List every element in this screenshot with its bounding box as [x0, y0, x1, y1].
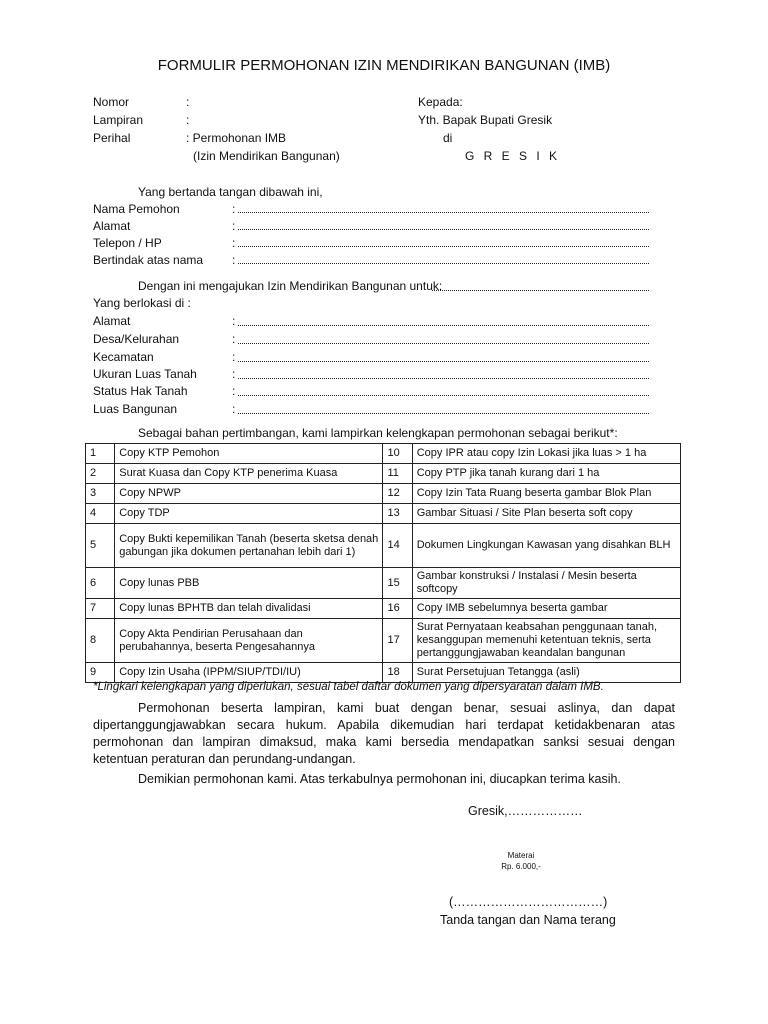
attachment-number[interactable]: 2 [86, 464, 115, 484]
attachment-number[interactable]: 7 [86, 599, 115, 619]
attachment-item[interactable]: Copy IPR atau copy Izin Lokasi jika luas > 1 ha [412, 444, 680, 464]
table-row [86, 504, 681, 524]
attachment-number[interactable]: 15 [383, 568, 412, 599]
field-colon: : [232, 202, 236, 216]
statement-text: Permohonan beserta lampiran, kami buat dengan benar, sesuai aslinya, dan dapat dipertanggungjawabkan secara hukum. Apabila dikemudian hari terdapat ketidakbenaran atas permohonan dan lampiran dimaksud, maka kami bersedia mendapatkan sanksi sesuai dengan ketentuan peraturan dan perundang-undangan. [93, 701, 675, 766]
attachment-number[interactable]: 5 [86, 524, 115, 568]
field-line-alamat[interactable] [238, 229, 649, 230]
field-label: Alamat [93, 219, 131, 233]
attachment-number[interactable]: 4 [86, 504, 115, 524]
attachment-number[interactable]: 8 [86, 619, 115, 663]
field-line-luas-tanah[interactable] [238, 378, 649, 379]
table-row [86, 599, 681, 619]
signature-line[interactable]: (………………………………) [449, 895, 608, 909]
lampiran-colon: : [186, 113, 190, 127]
field-line-telepon[interactable] [238, 246, 649, 247]
attachment-number[interactable]: 1 [86, 444, 115, 464]
attachment-item[interactable]: Copy Akta Pendirian Perusahaan dan perubahannya, beserta Pengesahannya [115, 619, 383, 663]
field-colon: : [232, 219, 236, 233]
attachment-item[interactable]: Surat Persetujuan Tetangga (asli) [412, 663, 680, 683]
field-line-status-hak[interactable] [238, 395, 649, 396]
field-label: Ukuran Luas Tanah [93, 367, 197, 381]
attachment-number[interactable]: 14 [383, 524, 412, 568]
applicant-intro: Yang bertanda tangan dibawah ini, [138, 185, 323, 199]
field-line-luas-bangunan[interactable] [238, 413, 649, 414]
table-row [86, 524, 681, 568]
stamp-label: Materai [507, 851, 535, 860]
perihal-sub: (Izin Mendirikan Bangunan) [193, 149, 340, 163]
field-colon: : [232, 402, 236, 416]
recipient-di: di [443, 131, 453, 145]
kepada-label: Kepada: [418, 95, 463, 109]
field-label: Luas Bangunan [93, 402, 178, 416]
field-line-bertindak[interactable] [238, 263, 649, 264]
attachment-number[interactable]: 6 [86, 568, 115, 599]
attachment-item[interactable]: Copy PTP jika tanah kurang dari 1 ha [412, 464, 680, 484]
field-colon: : [232, 384, 236, 398]
attachment-item[interactable]: Copy Bukti kepemilikan Tanah (beserta sketsa denah gabungan jika dokumen pertanahan lebih dari 1) [115, 524, 383, 568]
table-row [86, 464, 681, 484]
attachment-number[interactable]: 18 [383, 663, 412, 683]
perihal-value: : Permohonan IMB [186, 131, 287, 145]
field-line-desa[interactable] [238, 343, 649, 344]
attachment-number[interactable]: 12 [383, 484, 412, 504]
attachment-item[interactable]: Copy TDP [115, 504, 383, 524]
attachment-item[interactable]: Copy Izin Usaha (IPPM/SIUP/TDI/IU) [115, 663, 383, 683]
field-label: Telepon / HP [93, 236, 162, 250]
field-colon: : [232, 236, 236, 250]
field-label: Kecamatan [93, 350, 154, 364]
attachment-item[interactable]: Copy KTP Pemohon [115, 444, 383, 464]
field-colon: : [232, 314, 236, 328]
table-row [86, 619, 681, 663]
field-line-nama[interactable] [238, 212, 649, 213]
attachment-item[interactable]: Copy lunas PBB [115, 568, 383, 599]
attachment-number[interactable]: 10 [383, 444, 412, 464]
attachment-item[interactable]: Surat Kuasa dan Copy KTP penerima Kuasa [115, 464, 383, 484]
attachment-item[interactable]: Copy IMB sebelumnya beserta gambar [412, 599, 680, 619]
attachment-item[interactable]: Copy NPWP [115, 484, 383, 504]
table-row [86, 568, 681, 599]
place-date: Gresik,……………… [468, 804, 583, 818]
recipient: Yth. Bapak Bupati Gresik [418, 113, 553, 127]
attachment-item[interactable]: Copy lunas BPHTB dan telah divalidasi [115, 599, 383, 619]
attachment-number[interactable]: 17 [383, 619, 412, 663]
attachment-number[interactable]: 3 [86, 484, 115, 504]
field-label: Nama Pemohon [93, 202, 180, 216]
nomor-label: Nomor [93, 95, 130, 109]
attachment-number[interactable]: 16 [383, 599, 412, 619]
nomor-colon: : [186, 95, 190, 109]
attachments-intro: Sebagai bahan pertimbangan, kami lampirkan kelengkapan permohonan sebagai berikut*: [138, 426, 618, 440]
form-title: FORMULIR PERMOHONAN IZIN MENDIRIKAN BANGUNAN (IMB) [157, 57, 611, 74]
signature-caption: Tanda tangan dan Nama terang [440, 913, 616, 927]
attachment-item[interactable]: Dokumen Lingkungan Kawasan yang disahkan BLH [412, 524, 680, 568]
field-colon: : [232, 253, 236, 267]
stamp-value: Rp. 6.000,- [501, 862, 541, 871]
attachment-item[interactable]: Gambar konstruksi / Instalasi / Mesin beserta softcopy [412, 568, 680, 599]
attachment-item[interactable]: Copy Izin Tata Ruang beserta gambar Blok Plan [412, 484, 680, 504]
field-colon: : [232, 350, 236, 364]
stamp-area [495, 850, 547, 872]
attachment-number[interactable]: 9 [86, 663, 115, 683]
attachment-number[interactable]: 11 [383, 464, 412, 484]
statement-paragraph [93, 700, 675, 768]
lampiran-label: Lampiran [93, 113, 144, 127]
field-line-kecamatan[interactable] [238, 361, 649, 362]
attachment-number[interactable]: 13 [383, 504, 412, 524]
field-label: Desa/Kelurahan [93, 332, 180, 346]
table-row [86, 484, 681, 504]
field-colon: : [232, 332, 236, 346]
field-label: Alamat [93, 314, 131, 328]
attachment-item[interactable]: Surat Pernyataan keabsahan penggunaan tanah, kesanggupan memenuhi ketentuan teknis, serta pertanggungjawaban keandalan bangunan [412, 619, 680, 663]
closing-text: Demikian permohonan kami. Atas terkabulnya permohonan ini, diucapkan terima kasih. [138, 772, 621, 786]
field-colon: : [232, 367, 236, 381]
table-row [86, 444, 681, 464]
perihal-label: Perihal [93, 131, 131, 145]
location-intro: Yang berlokasi di : [93, 296, 191, 310]
field-label: Bertindak atas nama [93, 253, 204, 267]
attachments-table [85, 443, 681, 683]
field-label: Status Hak Tanah [93, 384, 188, 398]
attachments-note: *Lingkari kelengkapan yang diperlukan, sesuai tabel daftar dokumen yang dipersyaratan dalam IMB. [93, 681, 604, 693]
attachment-item[interactable]: Gambar Situasi / Site Plan beserta soft copy [412, 504, 680, 524]
request-intro: Dengan ini mengajukan Izin Mendirikan Bangunan untuk: [138, 279, 443, 293]
field-line-lokasi-alamat[interactable] [238, 325, 649, 326]
field-line-untuk[interactable] [432, 290, 649, 291]
recipient-city: G R E S I K [465, 149, 561, 163]
